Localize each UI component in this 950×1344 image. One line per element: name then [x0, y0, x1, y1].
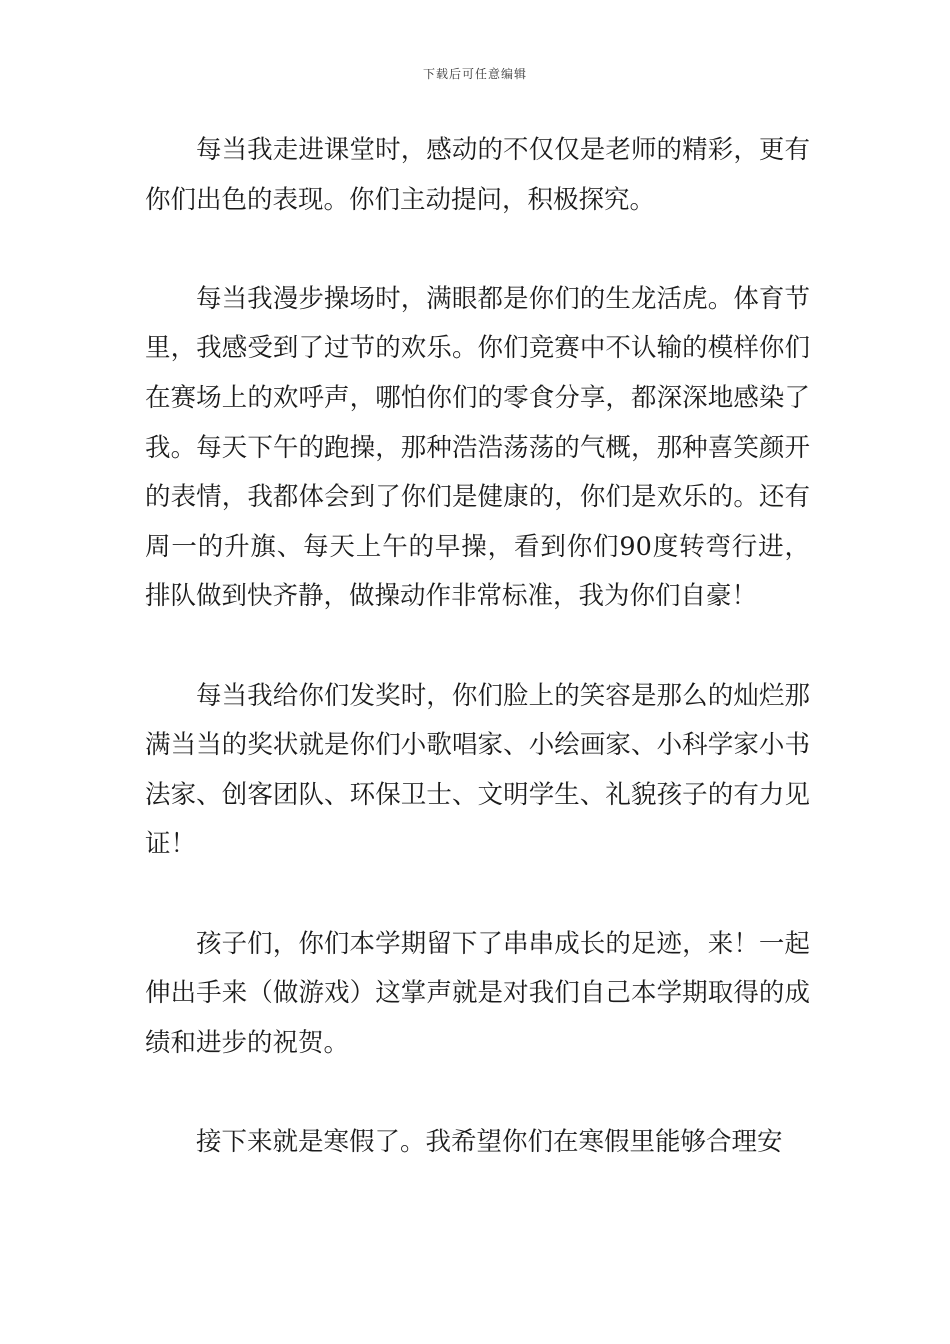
paragraph-playground: 每当我漫步操场时，满眼都是你们的生龙活虎。体育节里，我感受到了过节的欢乐。你们竞赛中不认输的模样你们在赛场上的欢呼声，哪怕你们的零食分享，都深深地感染了我。每天下午的跑操，那种浩浩荡荡的气概，那种喜笑颜开的表情，我都体会到了你们是健康的，你们是欢乐的。还有周一的升旗、每天上午的早操，看到你们90度转弯行进，排队做到快齐静，做操动作非常标准，我为你们自豪！	[145, 283, 810, 612]
document-body	[145, 126, 810, 1167]
paragraph-winter-break: 接下来就是寒假了。我希望你们在寒假里能够合理安	[196, 1126, 783, 1157]
paragraph-footprints: 孩子们，你们本学期留下了串串成长的足迹，来！一起伸出手来（做游戏）这掌声就是对我们自己本学期取得的成绩和进步的祝贺。	[145, 928, 810, 1058]
paragraph-classroom: 每当我走进课堂时，感动的不仅仅是老师的精彩，更有你们出色的表现。你们主动提问，积极探究。	[145, 135, 810, 215]
page-header: 下载后可任意编辑	[422, 67, 527, 81]
paragraph-awards: 每当我给你们发奖时，你们脸上的笑容是那么的灿烂那满当当的奖状就是你们小歌唱家、小绘画家、小科学家小书法家、创客团队、环保卫士、文明学生、礼貌孩子的有力见证！	[145, 680, 810, 860]
